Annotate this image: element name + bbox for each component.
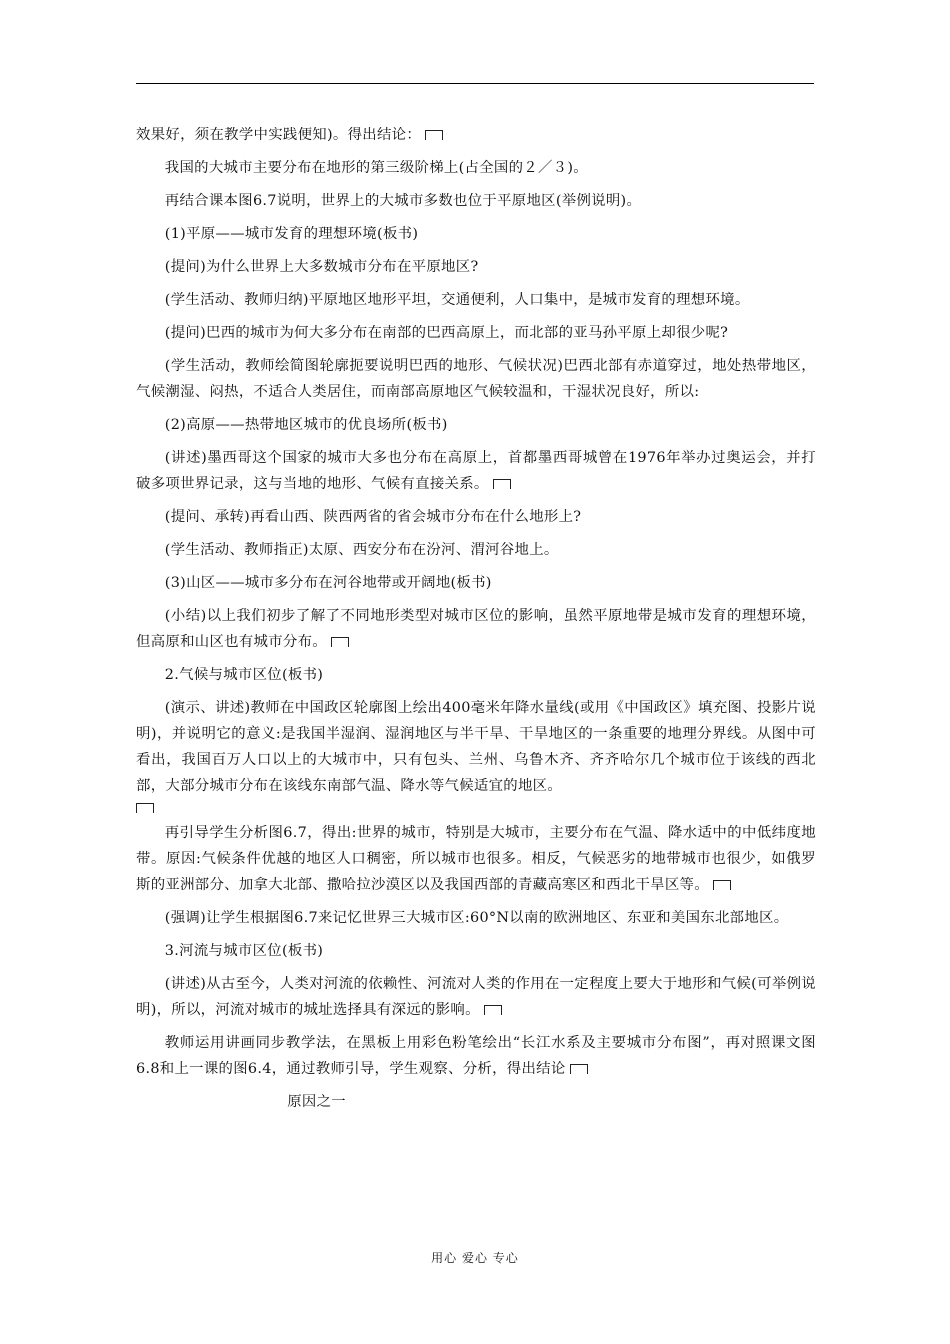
paragraph-mark-icon bbox=[136, 803, 154, 813]
paragraph-mark-icon bbox=[713, 880, 731, 890]
paragraph: (讲述)墨西哥这个国家的城市大多也分布在高原上，首都墨西哥城曾在1976年举办过奥运会，并打破多项世界记录，这与当地的地形、气候有直接关系。 bbox=[136, 450, 816, 492]
paragraph: (1)平原——城市发育的理想环境(板书) bbox=[164, 226, 419, 242]
paragraph: (学生活动、教师归纳)平原地区地形平坦，交通便利，人口集中，是城市发育的理想环境。 bbox=[164, 292, 750, 308]
paragraph: (3)山区——城市多分布在河谷地带或开阔地(板书) bbox=[164, 575, 492, 591]
page-footer: 用心 爱心 专心 bbox=[431, 1251, 519, 1265]
paragraph: (学生活动，教师绘简图轮廓扼要说明巴西的地形、气候状况)巴西北部有赤道穿过，地处热带地区，气候潮湿、闷热，不适合人类居住，而南部高原地区气候较温和，干湿状况良好，所以: bbox=[136, 358, 816, 400]
paragraph: (学生活动、教师指正)太原、西安分布在汾河、渭河谷地上。 bbox=[164, 542, 559, 558]
paragraph-mark-icon bbox=[493, 479, 511, 489]
paragraph: (2)高原——热带地区城市的优良场所(板书) bbox=[164, 417, 448, 433]
paragraph: (提问)巴西的城市为何大多分布在南部的巴西高原上，而北部的亚马孙平原上却很少呢? bbox=[164, 325, 729, 341]
paragraph: (提问、承转)再看山西、陕西两省的省会城市分布在什么地形上? bbox=[164, 509, 582, 525]
paragraph: 再引导学生分析图6.7，得出:世界的城市，特别是大城市，主要分布在气温、降水适中的中低纬度地带。原因:气候条件优越的地区人口稠密，所以城市也很多。相反，气候恶劣的地带城市也很少，如俄罗斯的亚洲部分、加拿大北部、撒哈拉沙漠区以及我国西部的青藏高寒区和西北干旱区等。 bbox=[136, 825, 816, 893]
paragraph: (讲述)从古至今，人类对河流的依赖性、河流对人类的作用在一定程度上要大于地形和气候(可举例说明)，所以，河流对城市的城址选择具有深远的影响。 bbox=[136, 976, 816, 1018]
paragraph: 再结合课本图6.7说明，世界上的大城市多数也位于平原地区(举例说明)。 bbox=[164, 193, 642, 209]
paragraph: 教师运用讲画同步教学法，在黑板上用彩色粉笔绘出“长江水系及主要城市分布图”，再对照课文图6.8和上一课的图6.4，通过教师引导，学生观察、分析，得出结论 bbox=[136, 1035, 816, 1077]
paragraph: 我国的大城市主要分布在地形的第三级阶梯上(占全国的２／３)。 bbox=[164, 160, 588, 176]
paragraph: 原因之一 bbox=[287, 1094, 346, 1110]
paragraph-mark-icon bbox=[484, 1005, 502, 1015]
paragraph-mark-icon bbox=[570, 1064, 588, 1074]
document-body bbox=[136, 122, 816, 1122]
paragraph-mark-icon bbox=[331, 637, 349, 647]
paragraph: (提问)为什么世界上大多数城市分布在平原地区? bbox=[164, 259, 479, 275]
paragraph: 3.河流与城市区位(板书) bbox=[164, 943, 324, 959]
paragraph: 2.气候与城市区位(板书) bbox=[164, 667, 324, 683]
paragraph: (强调)让学生根据图6.7来记忆世界三大城市区:60°N以南的欧洲地区、东亚和美国东北部地区。 bbox=[164, 910, 789, 926]
paragraph: 效果好，须在教学中实践便知)。得出结论： bbox=[136, 122, 816, 148]
header-rule bbox=[136, 83, 814, 84]
paragraph: (小结)以上我们初步了解了不同地形类型对城市区位的影响，虽然平原地带是城市发育的理想环境，但高原和山区也有城市分布。 bbox=[136, 608, 816, 650]
paragraph-mark-icon bbox=[425, 130, 443, 140]
paragraph: (演示、讲述)教师在中国政区轮廓图上绘出400毫米年降水量线(或用《中国政区》填充图、投影片说明)，并说明它的意义:是我国半湿润、湿润地区与半干旱、干旱地区的一条重要的地理分界线。从图中可看出，我国百万人口以上的大城市中，只有包头、兰州、乌鲁木齐、齐齐哈尔几个城市位于该线的西北部，大部分城市分布在该线东南部气温、降水等气候适宜的地区。 bbox=[136, 695, 816, 813]
